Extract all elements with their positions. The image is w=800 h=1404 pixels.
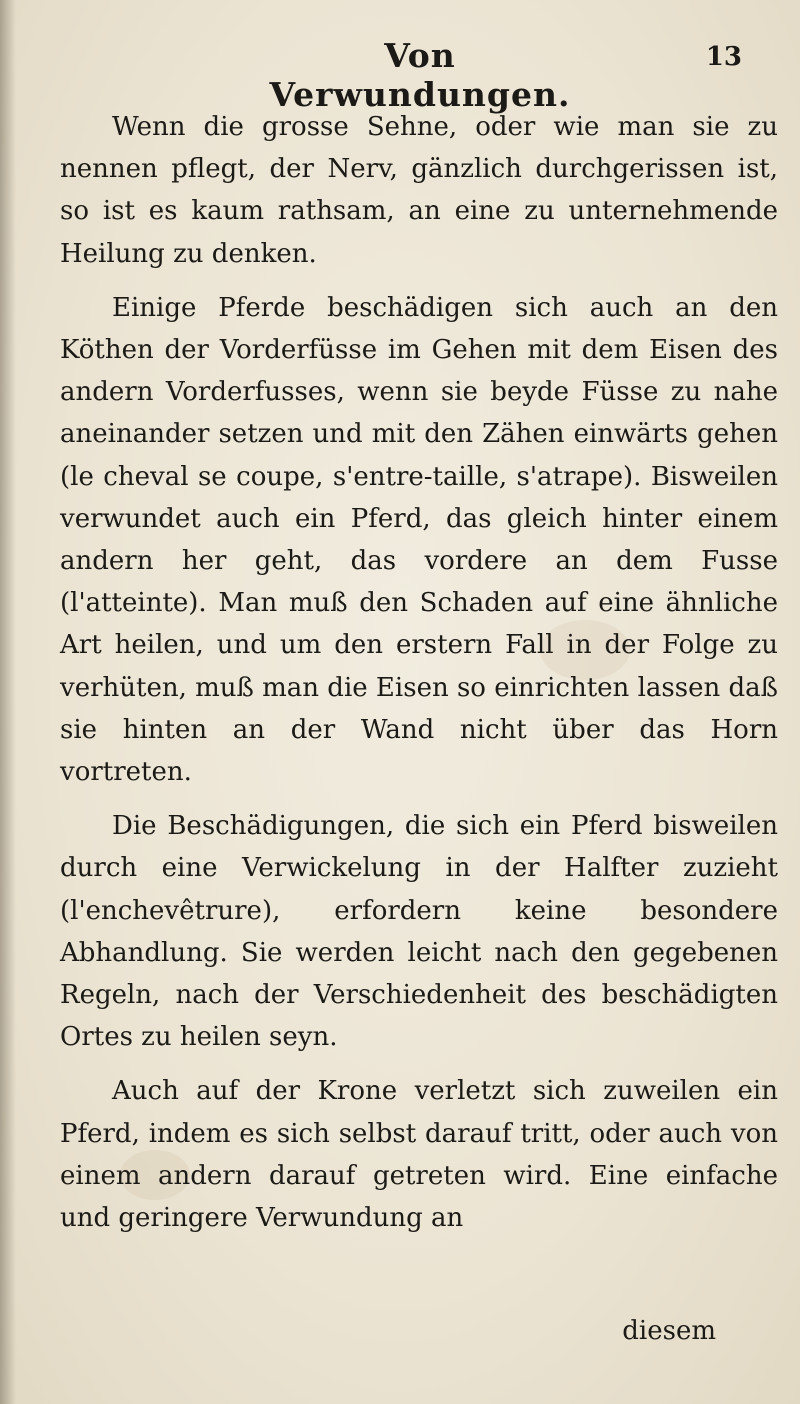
paragraph: Wenn die grosse Sehne, oder wie man sie zu nennen pflegt, der Nerv, gänzlich durchgerissen ist, so ist es kaum rathsam, an eine zu unternehmende Heilung zu denken. xyxy=(60,112,778,269)
paragraph: Die Beschädigungen, die sich ein Pferd bisweilen durch eine Verwickelung in der Halfter zuzieht (l'enchevêtrure), erfordern keine besondere Abhandlung. Sie werden leicht nach den gegebenen Regeln, nach der Verschiedenheit des beschädigten Ortes zu heilen seyn. xyxy=(60,811,778,1053)
catchword: diesem xyxy=(622,1316,716,1346)
body-text xyxy=(60,106,778,1241)
paragraph: Auch auf der Krone verletzt sich zuweilen ein Pferd, indem es sich selbst darauf tritt, oder auch von einem andern darauf getreten wird. Eine einfache und geringere Verwundung an xyxy=(60,1076,778,1234)
spine-shadow xyxy=(0,0,16,1404)
page-header xyxy=(0,36,800,114)
running-title: Von Verwundungen. xyxy=(269,36,571,114)
paragraph: Einige Pferde beschädigen sich auch an den Köthen der Vorderfüsse im Gehen mit dem Eisen des andern Vorderfusses, wenn sie beyde Füsse zu nahe aneinander setzen und mit den Zähen einwärts gehen (le cheval se coupe, s'entre-taille, s'atrape). Bisweilen verwundet auch ein Pferd, das gleich hinter einem andern her geht, das vordere an dem Fusse (l'atteinte). Man muß den Schaden auf eine ähnliche Art heilen, und um den erstern Fall in der Folge zu verhüten, muß man die Eisen so einrichten lassen daß sie hinten an der Wand nicht über das Horn vortreten. xyxy=(60,292,778,788)
page-number: 13 xyxy=(705,42,742,72)
